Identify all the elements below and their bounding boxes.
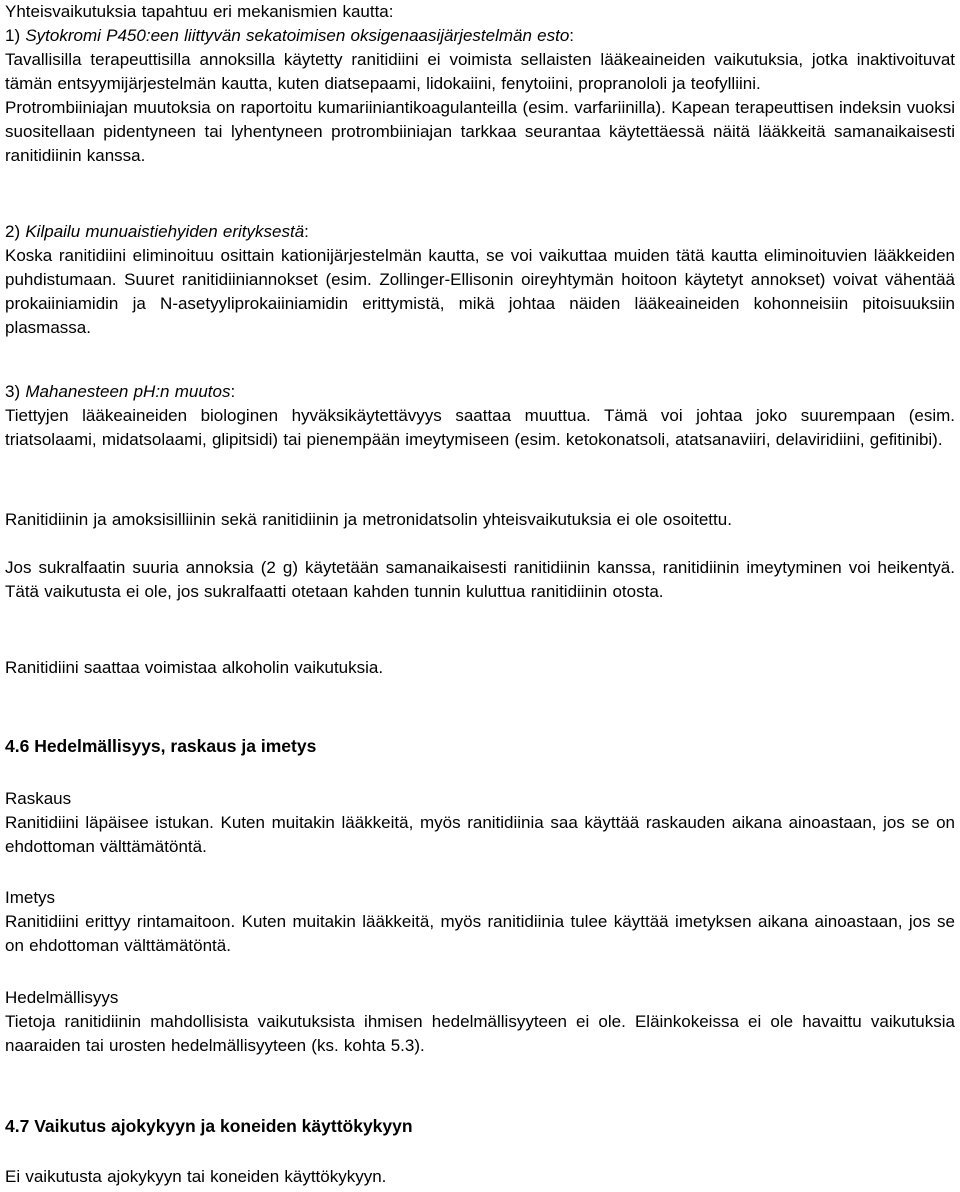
- section-4-6-heading-block: [5, 734, 955, 758]
- fertility-block: [5, 986, 955, 1058]
- pregnancy-title: Raskaus: [5, 789, 72, 808]
- fertility-body: Tietoja ranitidiinin mahdollisista vaikutuksista ihmisen hedelmällisyyteen ei ole. Eläinkokeissa ei ole havaittu vaikutuksia naaraiden tai urosten hedelmällisyyteen (ks. kohta 5.3).: [5, 1012, 955, 1055]
- subsection-3-number: 3): [5, 382, 26, 401]
- sucralfate-paragraph-block: [5, 556, 955, 604]
- pregnancy-block: [5, 787, 955, 859]
- sucralfate-paragraph: Jos sukralfaatin suuria annoksia (2 g) käytetään samanaikaisesti ranitidiinin kanssa, ranitidiinin imeytyminen voi heikentyä. Tätä vaikutusta ei ole, jos sukralfaatti otetaan kahden tunnin kuluttua ranitidiinin otosta.: [5, 558, 955, 601]
- subsection-2-number: 2): [5, 222, 26, 241]
- breastfeeding-block: [5, 886, 955, 958]
- subsection-1-number: 1): [5, 26, 26, 45]
- breastfeeding-body: Ranitidiini erittyy rintamaitoon. Kuten muitakin lääkkeitä, myös ranitidiinia tulee käyttää imetyksen aikana ainoastaan, jos se on ehdottoman välttämätöntä.: [5, 912, 955, 955]
- subsection-2-body: Koska ranitidiini eliminoituu osittain kationijärjestelmän kautta, se voi vaikuttaa muiden tätä kautta eliminoituvien lääkkeiden puhdistumaan. Suuret ranitidiiniannokset (esim. Zollinger-Ellisonin oireyhtymän hoitoon käytetyt annokset) voivat vähentää prokaiiniamidin ja N-asetyyliprokaiiniamidin erittymistä, mikä johtaa näiden lääkeaineiden kohonneisiin pitoisuuksiin plasmassa.: [5, 246, 955, 337]
- section-4-7-body: Ei vaikutusta ajokykyyn tai koneiden käyttökykyyn.: [5, 1167, 387, 1186]
- subsection-1-colon: :: [569, 26, 575, 45]
- section-4-7-heading-block: [5, 1114, 955, 1138]
- fertility-title: Hedelmällisyys: [5, 988, 119, 1007]
- amoxicillin-paragraph: Ranitidiinin ja amoksisilliinin sekä ranitidiinin ja metronidatsolin yhteisvaikutuksia ei ole osoitettu.: [5, 510, 732, 529]
- subsection-1-body-2: Protrombiiniajan muutoksia on raportoitu kumariiniantikoagulanteilla (esim. varfariinilla). Kapean terapeuttisen indeksin vuoksi suositellaan pidentyneen tai lyhentyneen protrombiiniajan tarkkaa seurantaa käytettäessä näitä lääkkeitä samanaikaisesti ranitidiinin kanssa.: [5, 98, 955, 165]
- subsection-3-block: [5, 380, 955, 452]
- subsection-2-title: Kilpailu munuaistiehyiden erityksestä: [25, 222, 305, 241]
- amoxicillin-paragraph-block: [5, 508, 955, 532]
- subsection-1-body: Tavallisilla terapeuttisilla annoksilla käytetty ranitidiini ei voimista sellaisten lääkeaineiden vaikutuksia, jotka inaktivoituvat tämän entsyymijärjestelmän kautta, kuten diatsepaami, lidokaiini, fenytoiini, propranololi ja teofylliini.: [5, 50, 955, 93]
- subsection-3-colon: :: [230, 382, 236, 401]
- section-4-6-heading: 4.6 Hedelmällisyys, raskaus ja imetys: [5, 736, 317, 756]
- subsection-3-body: Tiettyjen lääkeaineiden biologinen hyväksikäytettävyys saattaa muuttua. Tämä voi johtaa joko suurempaan (esim. triatsolaami, midatsolaami, glipitsidi) tai pienempään imeytymiseen (esim. ketokonatsoli, atatsanaviiri, delaviridiini, gefitinibi).: [5, 406, 955, 449]
- subsection-2-block: [5, 220, 955, 340]
- subsection-2-colon: :: [304, 222, 309, 241]
- subsection-1-title: Sytokromi P450:een liittyvän sekatoimisen oksigenaasijärjestelmän esto: [25, 26, 570, 45]
- subsection-3-heading: [5, 380, 955, 404]
- alcohol-paragraph-block: [5, 656, 955, 680]
- section-4-7-body-block: [5, 1165, 955, 1189]
- section-4-7-heading: 4.7 Vaikutus ajokykyyn ja koneiden käyttökykyyn: [5, 1116, 413, 1136]
- intro-line: Yhteisvaikutuksia tapahtuu eri mekanismien kautta:: [5, 2, 394, 21]
- pregnancy-body: Ranitidiini läpäisee istukan. Kuten muitakin lääkkeitä, myös ranitidiinia saa käyttää raskauden aikana ainoastaan, jos se on ehdottoman välttämätöntä.: [5, 813, 955, 856]
- alcohol-paragraph: Ranitidiini saattaa voimistaa alkoholin vaikutuksia.: [5, 658, 384, 677]
- interactions-mechanisms-block: [5, 0, 955, 168]
- subsection-2-heading: [5, 220, 955, 244]
- subsection-3-title: Mahanesteen pH:n muutos: [25, 382, 231, 401]
- subsection-1-heading: [5, 24, 955, 48]
- breastfeeding-title: Imetys: [5, 888, 56, 907]
